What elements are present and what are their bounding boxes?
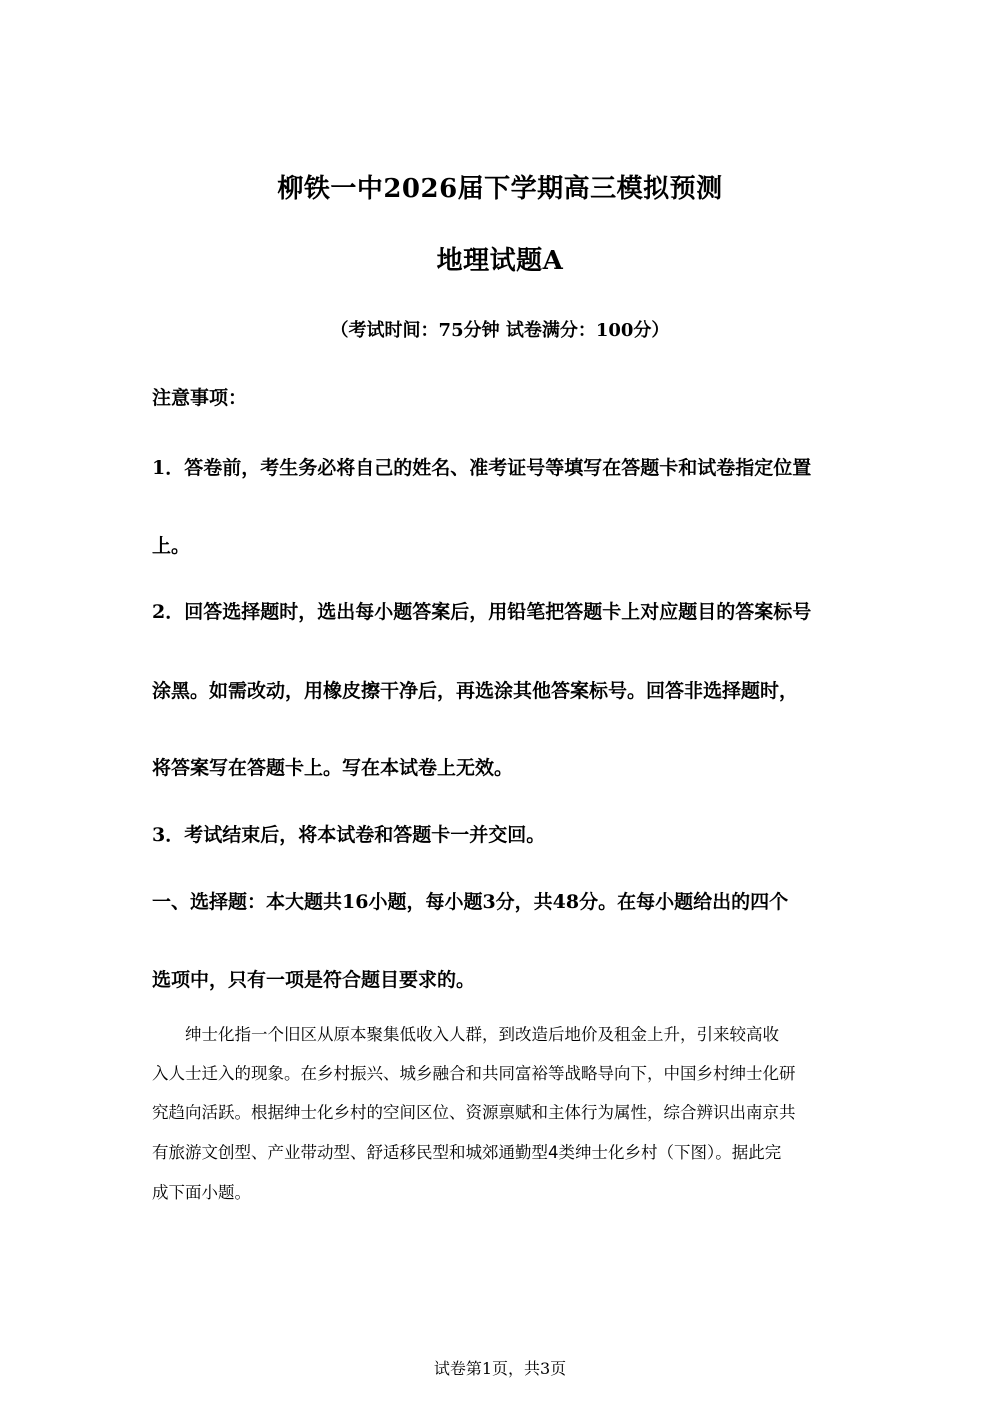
notice-item-2-line-2: 涂黑。如需改动，用橡皮擦干净后，再选涂其他答案标号。回答非选择题时， [152, 680, 799, 702]
page-title: 柳铁一中2026届下学期高三模拟预测 [277, 174, 723, 204]
notice-heading: 注意事项： [152, 387, 248, 409]
passage-line-2: 入人士迁入的现象。在乡村振兴、城乡融合和共同富裕等战略导向下，中国乡村绅士化研 [152, 1064, 796, 1083]
page-footer: 试卷第1页，共3页 [433, 1359, 567, 1378]
passage-line-3: 究趋向活跃。根据绅士化乡村的空间区位、资源禀赋和主体行为属性，综合辨识出南京共 [152, 1103, 796, 1122]
page-subtitle: 地理试题A [436, 246, 564, 276]
passage-line-1: 绅士化指一个旧区从原本聚集低收入人群，到改造后地价及租金上升，引来较高收 [152, 1025, 779, 1044]
passage-line-5: 成下面小题。 [152, 1183, 251, 1202]
notice-item-2-line-3: 将答案写在答题卡上。写在本试卷上无效。 [152, 757, 514, 779]
notice-item-1-line-2: 上。 [152, 535, 191, 557]
notice-item-2-line-1: 2．回答选择题时，选出每小题答案后，用铅笔把答题卡上对应题目的答案标号 [152, 601, 812, 623]
notice-item-1-line-1: 1．答卷前，考生务必将自己的姓名、准考证号等填写在答题卡和试卷指定位置 [152, 457, 812, 479]
section-1-heading-line-1: 一、选择题：本大题共16小题，每小题3分，共48分。在每小题给出的四个 [152, 891, 789, 913]
exam-info: （考试时间：75分钟 试卷满分：100分） [330, 320, 670, 341]
section-1-heading-line-2: 选项中，只有一项是符合题目要求的。 [152, 969, 476, 991]
passage-line-4: 有旅游文创型、产业带动型、舒适移民型和城郊通勤型4类绅士化乡村（下图）。据此完 [152, 1143, 782, 1162]
notice-item-3-line-1: 3．考试结束后，将本试卷和答题卡一并交回。 [152, 824, 546, 846]
